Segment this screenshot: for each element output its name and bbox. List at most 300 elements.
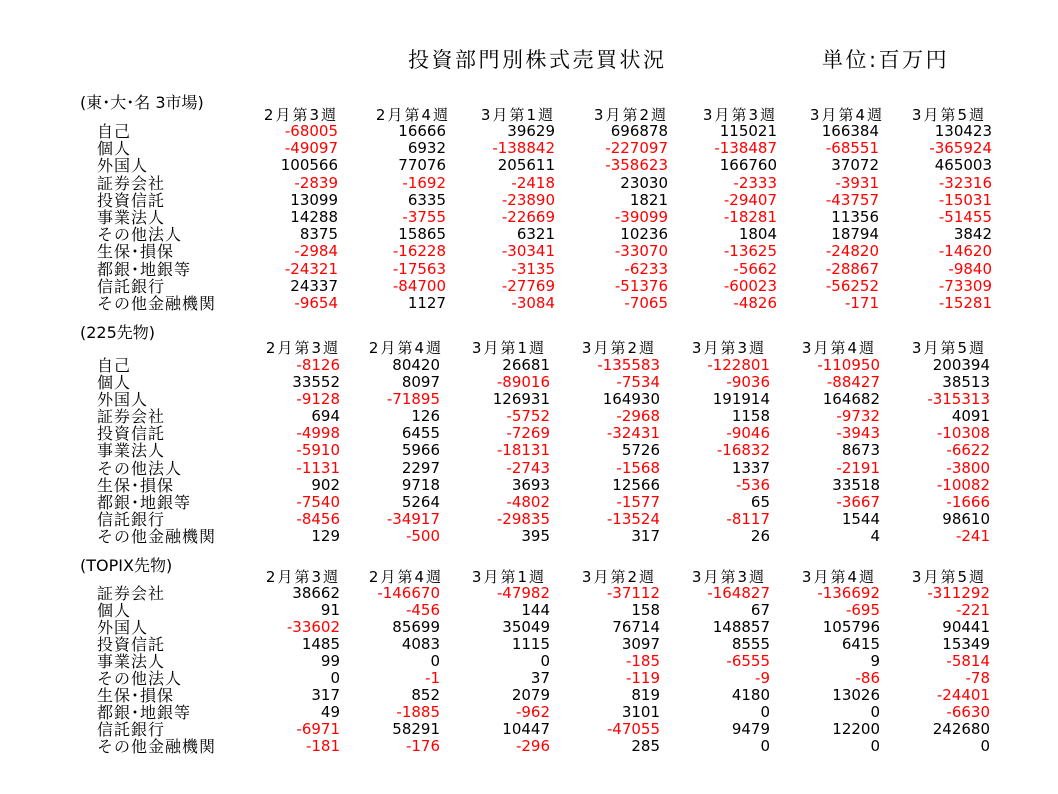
section-caption: (TOPIX先物) — [80, 556, 173, 575]
table-row — [97, 477, 990, 494]
value-cell: 0 — [540, 653, 550, 670]
value-cell: -30341 — [501, 243, 555, 261]
row-label: 生保･損保 — [97, 243, 175, 261]
value-cell: 2079 — [511, 687, 550, 704]
table-row — [97, 157, 992, 174]
value-cell: 9479 — [731, 721, 770, 738]
value-cell: -9732 — [836, 408, 880, 426]
value-cell: -3667 — [836, 493, 880, 511]
value-cell: -7534 — [616, 374, 660, 392]
value-cell: -22669 — [501, 208, 555, 226]
data-table — [97, 123, 992, 312]
value-cell: -7065 — [624, 294, 668, 312]
row-label: その他金融機関 — [97, 294, 217, 313]
value-cell: 16666 — [398, 123, 446, 140]
value-cell: -227097 — [605, 140, 668, 158]
week-header: 3月第2週 — [581, 340, 656, 357]
value-cell: 38513 — [942, 374, 990, 392]
value-cell: 1115 — [511, 636, 550, 653]
row-label: 自己 — [97, 123, 132, 141]
value-cell: -89016 — [496, 374, 550, 392]
row-label: 都銀･地銀等 — [97, 704, 192, 721]
value-cell: 902 — [311, 476, 340, 494]
row-label: 投資信託 — [97, 425, 166, 443]
value-cell: 6335 — [407, 191, 446, 209]
row-label: 個人 — [97, 140, 132, 158]
table-row — [97, 192, 992, 209]
value-cell: 3097 — [621, 636, 660, 653]
row-label: 証券会社 — [97, 585, 166, 602]
week-header: 3月第2週 — [581, 569, 656, 586]
value-cell: -3931 — [835, 174, 879, 192]
value-cell: 90441 — [942, 619, 990, 636]
value-cell: -9 — [755, 670, 770, 687]
value-cell: 3693 — [511, 476, 550, 494]
value-cell: -33602 — [286, 619, 340, 636]
value-cell: -8456 — [296, 510, 340, 528]
value-cell: 49 — [320, 704, 340, 721]
value-cell: -51376 — [614, 277, 668, 295]
week-header: 2月第4週 — [368, 340, 443, 357]
table-row — [97, 295, 992, 312]
value-cell: -27769 — [501, 277, 555, 295]
value-cell: -1577 — [616, 493, 660, 511]
row-label: 信託銀行 — [97, 510, 166, 528]
value-cell: -358623 — [605, 157, 668, 175]
value-cell: -24820 — [825, 243, 879, 261]
week-header-row — [240, 569, 986, 586]
row-label: 都銀･地銀等 — [97, 493, 192, 511]
value-cell: 1804 — [738, 226, 777, 244]
value-cell: -1568 — [616, 459, 660, 477]
value-cell: -18131 — [496, 442, 550, 460]
row-label: 都銀･地銀等 — [97, 260, 192, 278]
value-cell: 100566 — [280, 157, 338, 175]
value-cell: 67 — [750, 602, 770, 619]
value-cell: -3800 — [946, 459, 990, 477]
table-row — [97, 408, 990, 425]
value-cell: 1821 — [629, 191, 668, 209]
week-header: 2月第4週 — [368, 569, 443, 586]
value-cell: -33070 — [614, 243, 668, 261]
value-cell: -241 — [955, 527, 990, 545]
value-cell: 0 — [870, 738, 880, 755]
value-cell: -73309 — [938, 277, 992, 295]
value-cell: -6630 — [946, 704, 990, 721]
table-row — [97, 357, 990, 374]
value-cell: 1127 — [407, 294, 446, 312]
value-cell: 200394 — [932, 357, 990, 374]
value-cell: -2743 — [506, 459, 550, 477]
value-cell: 4180 — [731, 687, 770, 704]
week-header: 2月第3週 — [263, 107, 338, 124]
table-row — [97, 261, 992, 278]
value-cell: -6971 — [296, 721, 340, 738]
value-cell: -2333 — [733, 174, 777, 192]
value-cell: -7540 — [296, 493, 340, 511]
value-cell: -164827 — [707, 585, 770, 602]
value-cell: 5966 — [401, 442, 440, 460]
value-cell: -24401 — [936, 687, 990, 704]
value-cell: -695 — [845, 602, 880, 619]
value-cell: 144 — [521, 602, 550, 619]
value-cell: 80420 — [392, 357, 440, 374]
table-row — [97, 278, 992, 295]
value-cell: 1544 — [841, 510, 880, 528]
week-header: 3月第1週 — [480, 107, 555, 124]
value-cell: 164682 — [822, 391, 880, 409]
value-cell: -15031 — [938, 191, 992, 209]
value-cell: 126 — [411, 408, 440, 426]
value-cell: 37072 — [831, 157, 879, 175]
table-row — [97, 442, 990, 459]
value-cell: 852 — [411, 687, 440, 704]
row-label: 外国人 — [97, 157, 149, 175]
table-row — [97, 704, 990, 721]
row-label: 生保･損保 — [97, 687, 175, 704]
value-cell: -14620 — [938, 243, 992, 261]
value-cell: 4 — [870, 527, 880, 545]
value-cell: -2418 — [511, 174, 555, 192]
week-header: 3月第1週 — [471, 340, 546, 357]
table-row — [97, 528, 990, 545]
table-row — [97, 425, 990, 442]
value-cell: 694 — [311, 408, 340, 426]
value-cell: -7269 — [506, 425, 550, 443]
value-cell: -15281 — [938, 294, 992, 312]
value-cell: -311292 — [927, 585, 990, 602]
value-cell: -2839 — [294, 174, 338, 192]
value-cell: -138487 — [714, 140, 777, 158]
row-label: 生保･損保 — [97, 476, 175, 494]
value-cell: 115021 — [719, 123, 777, 140]
value-cell: -10082 — [936, 476, 990, 494]
value-cell: -13524 — [606, 510, 660, 528]
row-label: 投資信託 — [97, 191, 166, 209]
value-cell: -1666 — [946, 493, 990, 511]
value-cell: 24337 — [290, 277, 338, 295]
value-cell: -39099 — [614, 208, 668, 226]
value-cell: 58291 — [392, 721, 440, 738]
value-cell: -56252 — [825, 277, 879, 295]
value-cell: -71895 — [386, 391, 440, 409]
week-header: 3月第5週 — [911, 569, 986, 586]
value-cell: -1692 — [402, 174, 446, 192]
value-cell: -2191 — [836, 459, 880, 477]
row-label: 証券会社 — [97, 174, 166, 192]
value-cell: 23030 — [620, 174, 668, 192]
value-cell: 18794 — [831, 226, 879, 244]
value-cell: -6622 — [946, 442, 990, 460]
table-row — [97, 585, 990, 602]
row-label: その他金融機関 — [97, 738, 217, 755]
value-cell: -136692 — [817, 585, 880, 602]
row-label: 事業法人 — [97, 208, 166, 227]
row-label: その他法人 — [97, 670, 183, 687]
value-cell: -3084 — [511, 294, 555, 312]
value-cell: 2297 — [401, 459, 440, 477]
value-cell: -6233 — [624, 260, 668, 278]
week-header: 3月第3週 — [702, 107, 777, 124]
data-table — [97, 585, 990, 755]
value-cell: -32316 — [938, 174, 992, 192]
value-cell: 85699 — [392, 619, 440, 636]
value-cell: 148857 — [712, 619, 770, 636]
value-cell: -88427 — [826, 374, 880, 392]
value-cell: 696878 — [610, 123, 668, 140]
table-row — [97, 602, 990, 619]
value-cell: 65 — [750, 493, 770, 511]
value-cell: 99 — [320, 653, 340, 670]
page-title: 投資部門別株式売買状況 — [408, 48, 667, 72]
row-label: 証券会社 — [97, 408, 166, 426]
value-cell: -962 — [515, 704, 550, 721]
table-row — [97, 460, 990, 477]
value-cell: -60023 — [723, 277, 777, 295]
value-cell: 0 — [870, 704, 880, 721]
value-cell: -4826 — [733, 294, 777, 312]
value-cell: -4802 — [506, 493, 550, 511]
value-cell: 76714 — [612, 619, 660, 636]
value-cell: 37 — [530, 670, 550, 687]
value-cell: -138842 — [492, 140, 555, 158]
value-cell: -6555 — [726, 653, 770, 670]
value-cell: -51455 — [938, 208, 992, 226]
value-cell: -84700 — [392, 277, 446, 295]
value-cell: -365924 — [929, 140, 992, 158]
week-header: 3月第5週 — [911, 107, 986, 124]
value-cell: -536 — [735, 476, 770, 494]
value-cell: -86 — [855, 670, 880, 687]
value-cell: 395 — [521, 527, 550, 545]
value-cell: 285 — [631, 738, 660, 755]
row-label: 信託銀行 — [97, 277, 166, 295]
value-cell: -456 — [405, 602, 440, 619]
table-row — [97, 140, 992, 157]
table-row — [97, 123, 992, 140]
value-cell: -49097 — [284, 140, 338, 158]
week-header-row — [240, 340, 986, 357]
value-cell: 129 — [311, 527, 340, 545]
week-header: 2月第3週 — [265, 340, 340, 357]
table-row — [97, 391, 990, 408]
value-cell: 0 — [760, 738, 770, 755]
value-cell: 166384 — [821, 123, 879, 140]
value-cell: -3943 — [836, 425, 880, 443]
week-header: 2月第3週 — [265, 569, 340, 586]
value-cell: 0 — [760, 704, 770, 721]
value-cell: 6415 — [841, 636, 880, 653]
value-cell: 8097 — [401, 374, 440, 392]
value-cell: -296 — [515, 738, 550, 755]
value-cell: -9654 — [294, 294, 338, 312]
value-cell: 91 — [320, 602, 340, 619]
value-cell: -29407 — [723, 191, 777, 209]
value-cell: 166760 — [719, 157, 777, 175]
table-row — [97, 209, 992, 226]
value-cell: 38662 — [292, 585, 340, 602]
week-header: 3月第4週 — [801, 569, 876, 586]
table-row — [97, 721, 990, 738]
value-cell: -176 — [405, 738, 440, 755]
week-header: 3月第3週 — [691, 340, 766, 357]
row-label: その他法人 — [97, 459, 183, 477]
value-cell: 12200 — [832, 721, 880, 738]
value-cell: -119 — [625, 670, 660, 687]
value-cell: 6455 — [401, 425, 440, 443]
value-cell: 1158 — [731, 408, 770, 426]
value-cell: -5910 — [296, 442, 340, 460]
value-cell: -16228 — [392, 243, 446, 261]
row-label: 事業法人 — [97, 653, 166, 670]
value-cell: 191914 — [712, 391, 770, 409]
value-cell: 4083 — [401, 636, 440, 653]
value-cell: -5662 — [733, 260, 777, 278]
value-cell: 5264 — [401, 493, 440, 511]
value-cell: 12566 — [612, 476, 660, 494]
week-header: 2月第4週 — [375, 107, 450, 124]
value-cell: 6321 — [516, 226, 555, 244]
table-row — [97, 670, 990, 687]
value-cell: -2984 — [294, 243, 338, 261]
value-cell: 242680 — [932, 721, 990, 738]
value-cell: 465003 — [934, 157, 992, 175]
value-cell: -1131 — [296, 459, 340, 477]
value-cell: -122801 — [707, 357, 770, 374]
value-cell: 26 — [750, 527, 770, 545]
value-cell: 8555 — [731, 636, 770, 653]
value-cell: -171 — [844, 294, 879, 312]
table-row — [97, 738, 990, 755]
value-cell: 1337 — [731, 459, 770, 477]
value-cell: 15865 — [398, 226, 446, 244]
value-cell: -18281 — [723, 208, 777, 226]
value-cell: -78 — [965, 670, 990, 687]
value-cell: -4998 — [296, 425, 340, 443]
value-cell: 105796 — [822, 619, 880, 636]
row-label: 自己 — [97, 357, 132, 375]
value-cell: -500 — [405, 527, 440, 545]
value-cell: -181 — [305, 738, 340, 755]
value-cell: -68005 — [284, 123, 338, 140]
value-cell: -1885 — [396, 704, 440, 721]
table-row — [97, 175, 992, 192]
value-cell: -3135 — [511, 260, 555, 278]
row-label: その他法人 — [97, 226, 183, 244]
value-cell: -34917 — [386, 510, 440, 528]
value-cell: -9046 — [726, 425, 770, 443]
data-table — [97, 357, 990, 545]
value-cell: -221 — [955, 602, 990, 619]
value-cell: -9840 — [948, 260, 992, 278]
table-row — [97, 374, 990, 391]
value-cell: 164930 — [602, 391, 660, 409]
value-cell: -10308 — [936, 425, 990, 443]
value-cell: -8117 — [726, 510, 770, 528]
value-cell: -5752 — [506, 408, 550, 426]
row-label: 個人 — [97, 374, 132, 392]
table-row — [97, 494, 990, 511]
section-caption: (東･大･名 3市場) — [80, 93, 204, 112]
value-cell: 0 — [330, 670, 340, 687]
value-cell: -9036 — [726, 374, 770, 392]
value-cell: -146670 — [377, 585, 440, 602]
value-cell: 205611 — [497, 157, 555, 175]
value-cell: 33552 — [292, 374, 340, 392]
value-cell: -23890 — [501, 191, 555, 209]
value-cell: -315313 — [927, 391, 990, 409]
value-cell: 3101 — [621, 704, 660, 721]
value-cell: 26681 — [502, 357, 550, 374]
value-cell: 8673 — [841, 442, 880, 460]
value-cell: -3755 — [402, 208, 446, 226]
week-header: 3月第3週 — [691, 569, 766, 586]
table-row — [97, 636, 990, 653]
value-cell: 317 — [311, 687, 340, 704]
value-cell: 77076 — [398, 157, 446, 175]
week-header: 3月第4週 — [801, 340, 876, 357]
value-cell: -185 — [625, 653, 660, 670]
value-cell: -16832 — [716, 442, 770, 460]
value-cell: 98610 — [942, 510, 990, 528]
table-row — [97, 511, 990, 528]
value-cell: 39629 — [507, 123, 555, 140]
row-label: 投資信託 — [97, 636, 166, 653]
value-cell: 819 — [631, 687, 660, 704]
value-cell: 35049 — [502, 619, 550, 636]
value-cell: 5726 — [621, 442, 660, 460]
row-label: その他金融機関 — [97, 527, 217, 546]
week-header: 3月第2週 — [593, 107, 668, 124]
value-cell: -135583 — [597, 357, 660, 374]
value-cell: 317 — [631, 527, 660, 545]
table-row — [97, 653, 990, 670]
value-cell: -68551 — [825, 140, 879, 158]
value-cell: 4091 — [951, 408, 990, 426]
row-label: 外国人 — [97, 391, 149, 409]
value-cell: 10236 — [620, 226, 668, 244]
value-cell: 3842 — [953, 226, 992, 244]
value-cell: -29835 — [496, 510, 550, 528]
week-header: 3月第4週 — [809, 107, 884, 124]
value-cell: 158 — [631, 602, 660, 619]
section-caption: (225先物) — [80, 323, 156, 342]
value-cell: 9718 — [401, 476, 440, 494]
table-row — [97, 619, 990, 636]
row-label: 事業法人 — [97, 442, 166, 460]
value-cell: 1485 — [301, 636, 340, 653]
value-cell: 15349 — [942, 636, 990, 653]
value-cell: -5814 — [946, 653, 990, 670]
value-cell: -8126 — [296, 357, 340, 374]
value-cell: 10447 — [502, 721, 550, 738]
value-cell: -17563 — [392, 260, 446, 278]
unit-label: 単位:百万円 — [822, 48, 950, 72]
row-label: 信託銀行 — [97, 721, 166, 738]
row-label: 個人 — [97, 602, 132, 619]
value-cell: 126931 — [492, 391, 550, 409]
value-cell: 130423 — [934, 123, 992, 140]
table-row — [97, 243, 992, 260]
week-header-row — [238, 107, 986, 124]
value-cell: 13099 — [290, 191, 338, 209]
value-cell: -47982 — [496, 585, 550, 602]
value-cell: -43757 — [825, 191, 879, 209]
table-row — [97, 687, 990, 704]
value-cell: 13026 — [832, 687, 880, 704]
week-header: 3月第1週 — [471, 569, 546, 586]
row-label: 外国人 — [97, 619, 149, 636]
